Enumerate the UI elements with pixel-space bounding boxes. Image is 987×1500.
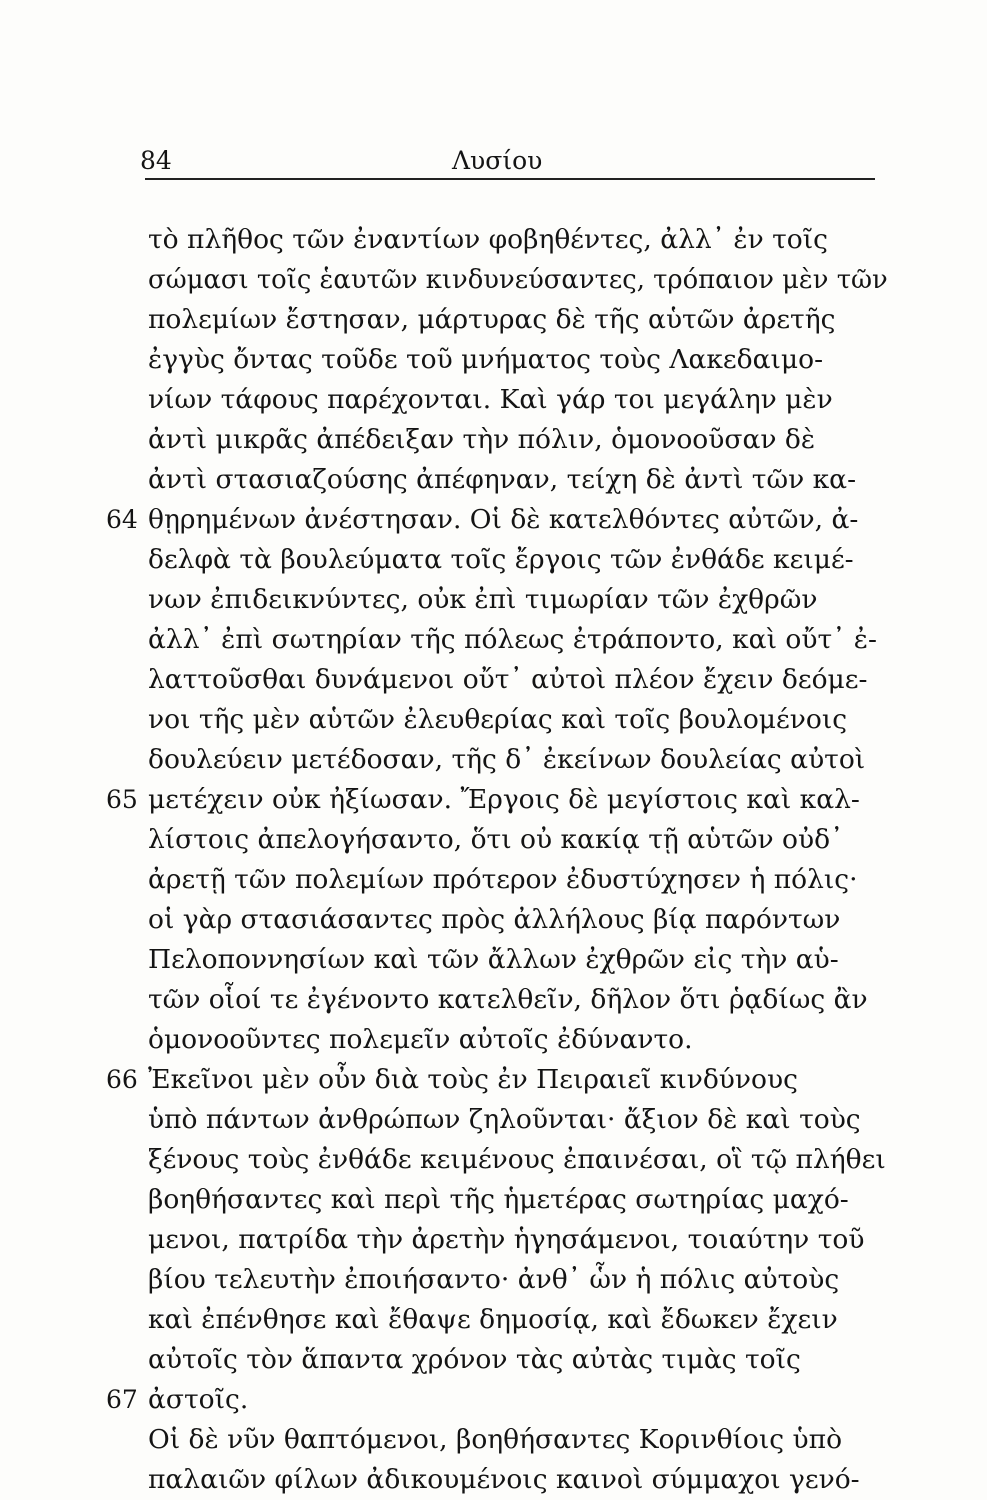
text-line: τῶν οἷοί τε ἐγένοντο κατελθεῖν, δῆλον ὅτι ῥᾳδίως ἂν (148, 984, 868, 1015)
text-line: ὁμονοοῦντες πολεμεῖν αὐτοῖς ἐδύναντο. (148, 1024, 693, 1055)
running-title: Λυσίου (452, 146, 543, 175)
text-line: βοηθήσαντες καὶ περὶ τῆς ἡμετέρας σωτηρίας μαχό- (148, 1184, 849, 1215)
text-line: ἀντὶ στασιαζούσης ἀπέφηναν, τείχη δὲ ἀντὶ τῶν κα- (148, 464, 857, 495)
text-line: νοι τῆς μὲν αὑτῶν ἐλευθερίας καὶ τοῖς βουλομένοις (148, 704, 848, 735)
header-rule (145, 178, 875, 180)
text-line: σώμασι τοῖς ἑαυτῶν κινδυνεύσαντες, τρόπαιον μὲν τῶν (148, 265, 888, 295)
text-line: ἀστοῖς. (148, 1384, 249, 1415)
text-line: οἱ γὰρ στασιάσαντες πρὸς ἀλλήλους βίᾳ παρόντων (148, 904, 841, 935)
text-line: παλαιῶν φίλων ἀδικουμένοις καινοὶ σύμμαχοι γενό- (148, 1464, 860, 1495)
page-number: 84 (140, 146, 172, 175)
text-line: Οἱ δὲ νῦν θαπτόμενοι, βοηθήσαντες Κορινθίοις ὑπὸ (148, 1424, 843, 1455)
text-line: ξένους τοὺς ἐνθάδε κειμένους ἐπαινέσαι, οἳ τῷ πλήθει (148, 1144, 886, 1175)
text-line: Πελοποννησίων καὶ τῶν ἄλλων ἐχθρῶν εἰς τὴν αὑ- (148, 944, 839, 975)
text-line: δουλεύειν μετέδοσαν, τῆς δ᾽ ἐκείνων δουλείας αὐτοὶ (148, 744, 866, 775)
text-line: δελφὰ τὰ βουλεύματα τοῖς ἔργοις τῶν ἐνθάδε κειμέ- (148, 544, 854, 575)
text-line: νων ἐπιδεικνύντες, οὐκ ἐπὶ τιμωρίαν τῶν ἐχθρῶν (148, 584, 818, 615)
text-line: αὐτοῖς τὸν ἅπαντα χρόνον τὰς αὐτὰς τιμὰς τοῖς (148, 1344, 801, 1375)
section-number: 67 (106, 1385, 138, 1414)
text-line: λίστοις ἀπελογήσαντο, ὅτι οὐ κακίᾳ τῇ αὑτῶν οὐδ᾽ (148, 824, 844, 855)
text-line: ἀντὶ μικρᾶς ἀπέδειξαν τὴν πόλιν, ὁμονοοῦσαν δὲ (148, 424, 816, 455)
text-line: ὑπὸ πάντων ἀνθρώπων ζηλοῦνται· ἄξιον δὲ καὶ τοὺς (148, 1104, 861, 1135)
section-number: 64 (106, 505, 138, 534)
text-line: καὶ ἐπένθησε καὶ ἔθαψε δημοσίᾳ, καὶ ἔδωκεν ἔχειν (148, 1304, 838, 1335)
text-line: πολεμίων ἔστησαν, μάρτυρας δὲ τῆς αὑτῶν ἀρετῆς (148, 304, 836, 335)
text-line: νίων τάφους παρέχονται. Καὶ γάρ τοι μεγάλην μὲν (148, 384, 833, 415)
section-number: 65 (106, 785, 138, 814)
text-line: θῃρημένων ἀνέστησαν. Οἱ δὲ κατελθόντες αὐτῶν, ἀ- (148, 504, 859, 535)
page-header (0, 146, 987, 186)
text-line: ἀρετῇ τῶν πολεμίων πρότερον ἐδυστύχησεν ἡ πόλις· (148, 864, 858, 895)
text-line: μετέχειν οὐκ ἠξίωσαν. Ἔργοις δὲ μεγίστοις καὶ καλ- (148, 784, 860, 815)
text-line: λαττοῦσθαι δυνάμενοι οὔτ᾽ αὐτοὶ πλέον ἔχειν δεόμε- (148, 664, 868, 695)
text-line: τὸ πλῆθος τῶν ἐναντίων φοβηθέντες, ἀλλ᾽ ἐν τοῖς (148, 224, 828, 255)
text-line: ἀλλ᾽ ἐπὶ σωτηρίαν τῆς πόλεως ἐτράποντο, καὶ οὔτ᾽ ἐ- (148, 624, 877, 655)
section-number: 66 (106, 1065, 138, 1094)
text-line: μενοι, πατρίδα τὴν ἀρετὴν ἡγησάμενοι, τοιαύτην τοῦ (148, 1224, 865, 1255)
text-line: βίου τελευτὴν ἐποιήσαντο· ἀνθ᾽ ὧν ἡ πόλις αὐτοὺς (148, 1264, 840, 1295)
text-line: Ἐκεῖνοι μὲν οὖν διὰ τοὺς ἐν Πειραιεῖ κινδύνους (148, 1064, 798, 1095)
text-line: ἐγγὺς ὄντας τοῦδε τοῦ μνήματος τοὺς Λακεδαιμο- (148, 344, 824, 375)
